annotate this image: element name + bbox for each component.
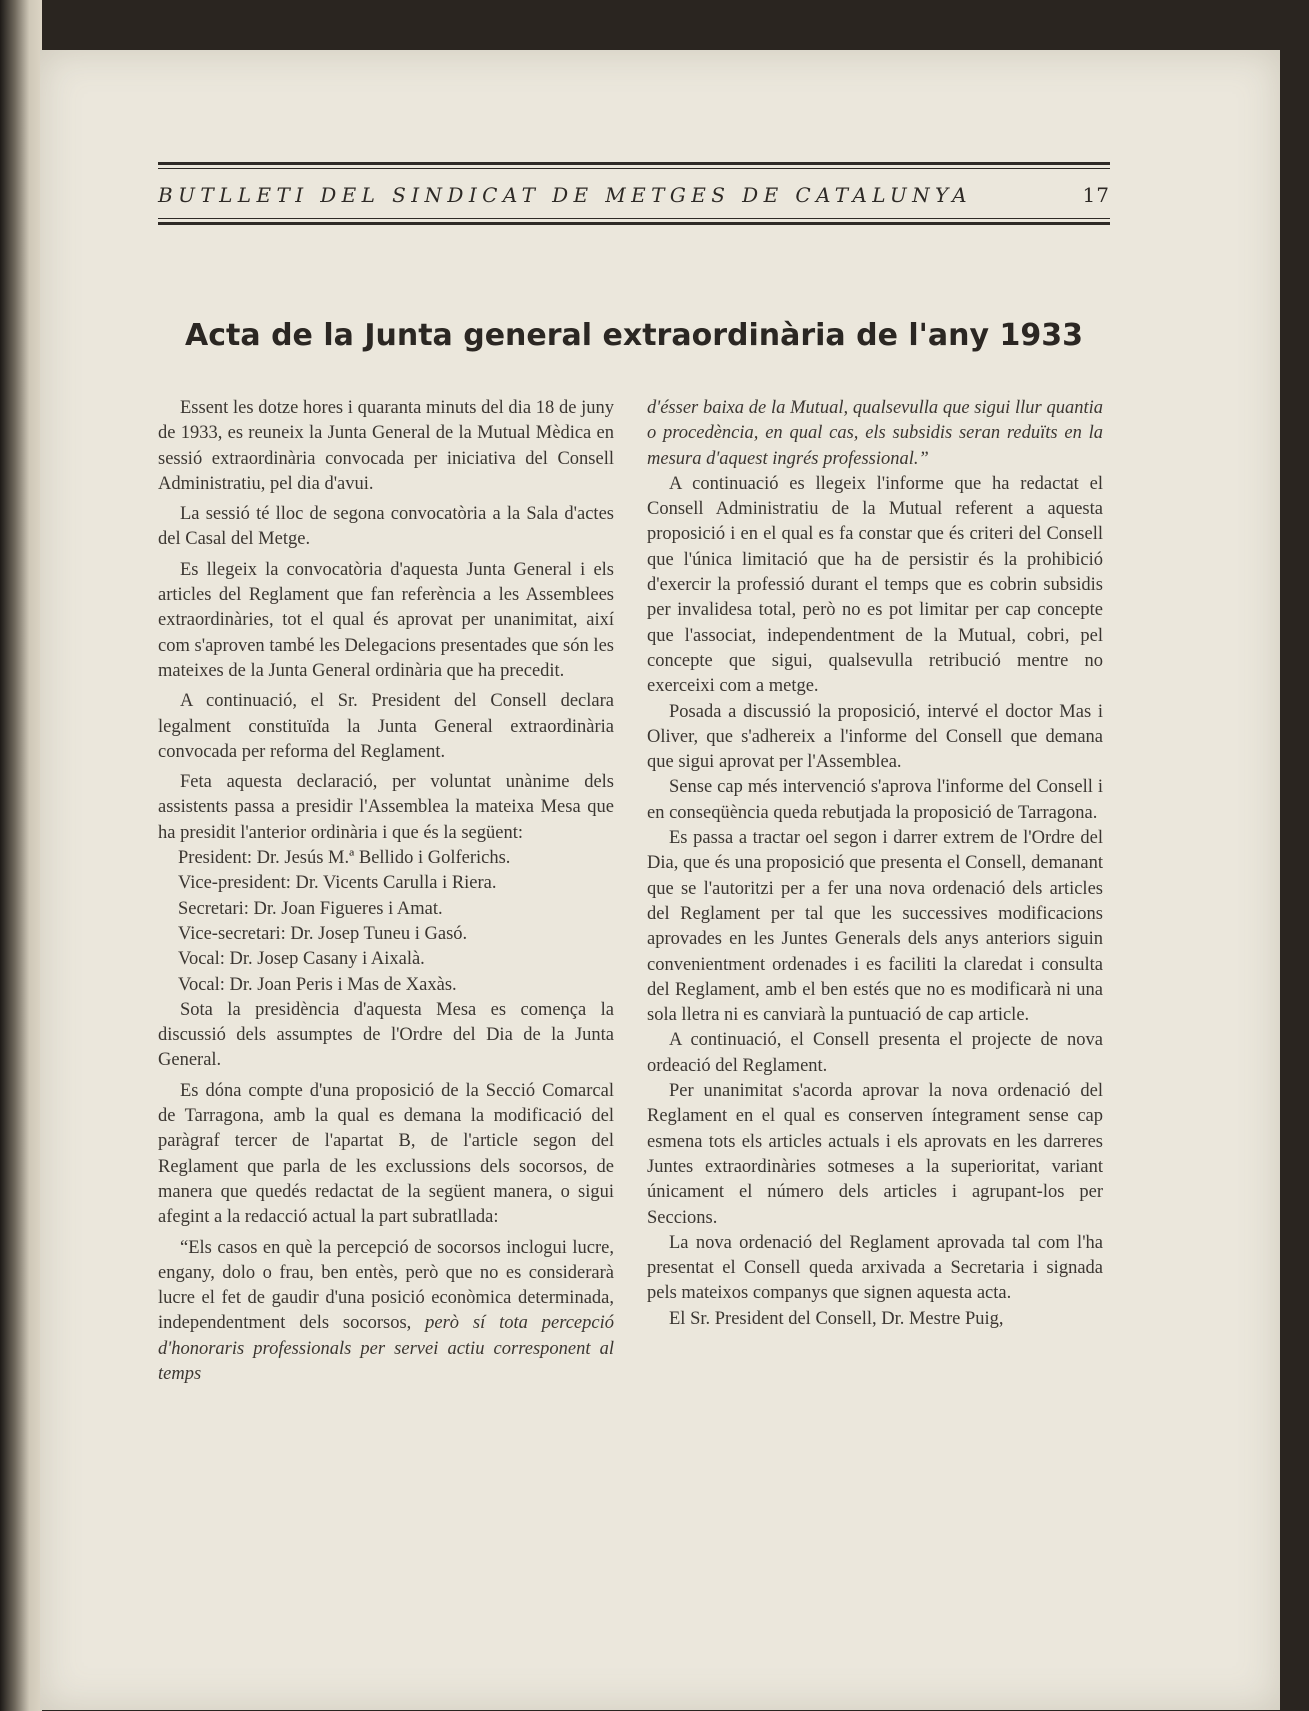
header-rule-top-thin [158, 168, 1110, 169]
page-number: 17 [1082, 183, 1110, 207]
book-spine-edge [0, 0, 42, 1711]
officer-line: President: Dr. Jesús M.ª Bellido i Golferichs. [178, 848, 511, 869]
paragraph: Sota la presidència d'aquesta Mesa es comença la discussió dels assumptes de l'Ordre del Dia de la Junta General. [158, 999, 614, 1071]
article-title: Acta de la Junta general extraordinària de l'any 1933 [185, 318, 1083, 353]
paragraph: A continuació, el Consell presenta el projecte de nova ordeació del Reglament. [647, 1030, 1103, 1076]
paragraph: A continuació, el Sr. President del Consell declara legalment constituïda la Junta General extraordinària convocada per reforma del Reglament. [158, 691, 614, 762]
paragraph: Sense cap més intervenció s'aprova l'informe del Consell i en conseqüència queda rebutjada la proposició de Tarragona. [647, 777, 1103, 823]
running-header [158, 162, 1110, 228]
paragraph: Posada a discussió la proposició, intervé el doctor Mas i Oliver, que s'adhereix a l'informe del Consell que demana que sigui aprovat per l'Assemblea. [647, 701, 1103, 773]
header-rule-bottom-thin [158, 218, 1110, 219]
paragraph: Es llegeix la convocatòria d'aquesta Junta General i els articles del Reglament que fan referència a les Assemblees extraordinàries, tot el qual és aprovat per unanimitat, així com s'aproven també les Delegacions presentades que són les mateixes de la Junta General ordinària que ha precedit. [158, 559, 614, 681]
quote-underlined-text: però sí tota percepció d'honoraris professionals per servei actiu corresponent al temps [158, 1313, 614, 1384]
paragraph: La sessió té lloc de segona convocatòria a la Sala d'actes del Casal del Metge. [158, 504, 614, 550]
paragraph: La nova ordenació del Reglament aprovada tal com l'ha presentat el Consell queda arxivada a Secretaria i signada pels mateixos companys que signen aquesta acta. [647, 1232, 1103, 1304]
quote-plain-text: “Els casos en què la percepció de socorsos inclogui lucre, engany, dolo o frau, ben entès, però que no es considerarà lucre el fet de gaudir d'una posició econòmica determinada, independentment dels socorsos, [158, 1237, 614, 1334]
officer-line: Vocal: Dr. Joan Peris i Mas de Xaxàs. [178, 974, 457, 995]
paragraph: A continuació es llegeix l'informe que ha redactat el Consell Administratiu de la Mutual referent a aquesta proposició i en el qual es fa constar que és criteri del Consell que l'única limitació que ha de persistir és la prohibició d'exercir la professió durant el temps que es cobrin subsidis per invalidesa total, però no es pot limitar per cap concepte que l'associat, independentment de la Mutual, cobri, pel concepte que sigui, qualsevulla retribució mentre no exerceixi com a metge. [647, 473, 1103, 697]
header-rule-top-thick [158, 162, 1110, 165]
document-page [40, 50, 1280, 1710]
officer-line: Vice-secretari: Dr. Josep Tuneu i Gasó. [178, 923, 468, 944]
paragraph: Essent les dotze hores i quaranta minuts del dia 18 de juny de 1933, es reuneix la Junta General de la Mutual Mèdica en sessió extraordinària convocada per iniciativa del Consell Administratiu, pel dia d'avui. [158, 398, 614, 494]
paragraph: Per unanimitat s'acorda aprovar la nova ordenació del Reglament en el qual es conserven íntegrament sense cap esmena tots els articles actuals i els aprovats en les darreres Juntes extraordinàries sotmeses a la superioritat, variant únicament el número dels articles i agrupant-los per Seccions. [647, 1081, 1103, 1228]
paragraph: Feta aquesta declaració, per voluntat unànime dels assistents passa a presidir l'Assemblea la mateixa Mesa que ha presidit l'anterior ordinària i que és la següent: [158, 772, 614, 843]
officer-line: Vice-president: Dr. Vicents Carulla i Riera. [178, 873, 497, 894]
paragraph: El Sr. President del Consell, Dr. Mestre Puig, [669, 1308, 1004, 1329]
left-column [158, 396, 614, 1387]
paragraph: Es passa a tractar oel segon i darrer extrem de l'Ordre del Dia, que és una proposició que presenta el Consell, demanant que se l'autoritzi per a fer una nova ordenació dels articles del Reglament per tal que les successives modificacions aprovades en les Juntes Generals dels anys anteriors siguin convenientment ordenades i es faciliti la claredat i consulta del Reglament, amb el ben estés que no es modificarà ni una sola lletra ni es canviarà la puntuació de cap article. [647, 828, 1103, 1026]
officer-line: Vocal: Dr. Josep Casany i Aixalà. [178, 949, 425, 970]
right-column [647, 396, 1103, 1332]
header-rule-bottom-thick [158, 222, 1110, 225]
quote-continuation: d'ésser baixa de la Mutual, qualsevulla que sigui llur quantia o procedència, en qual cas, els subsidis seran reduïts en la mesura d'aquest ingrés professional.” [647, 398, 1103, 469]
paragraph: Es dóna compte d'una proposició de la Secció Comarcal de Tarragona, amb la qual es demana la modificació del paràgraf tercer de l'apartat B, de l'article segon del Reglament que parla de les exclussions dels socorsos, de manera que quedés redactat de la següent manera, o sigui afegint a la redacció actual la part subratllada: [158, 1080, 614, 1228]
quoted-paragraph [158, 1236, 614, 1388]
officer-line: Secretari: Dr. Joan Figueres i Amat. [178, 898, 443, 919]
journal-title: BUTLLETI DEL SINDICAT DE METGES DE CATALUNYA [158, 183, 972, 207]
